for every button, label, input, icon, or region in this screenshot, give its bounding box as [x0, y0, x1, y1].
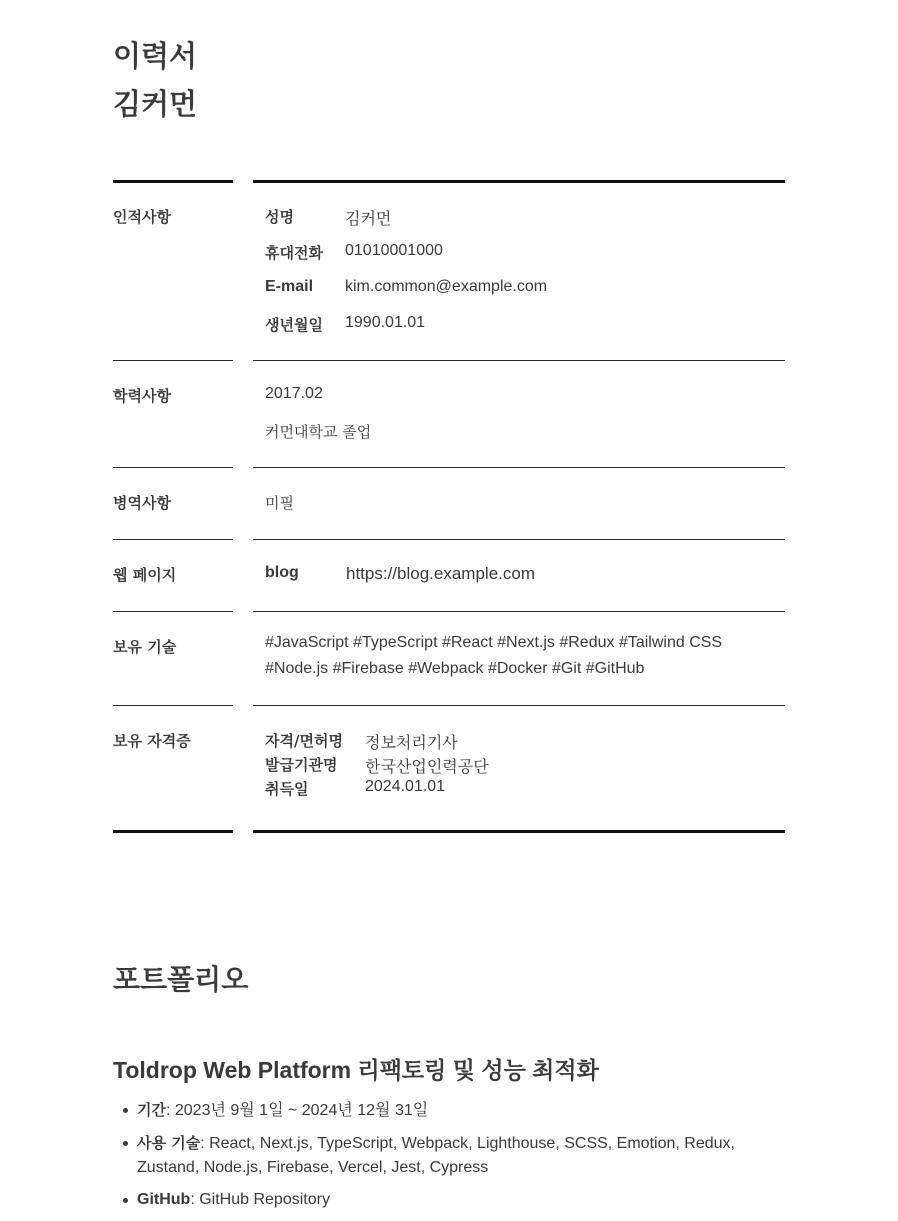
certificates-label: 보유 자격증 [113, 732, 191, 750]
bullet-icon [123, 1141, 128, 1146]
field-label: 발급기관명 [265, 756, 338, 774]
project-details-list [113, 1098, 773, 1220]
item-text: : 2023년 9월 1일 ~ 2024년 12월 31일 [165, 1102, 429, 1119]
item-label[interactable]: GitHub [137, 1191, 191, 1208]
divider [113, 180, 233, 183]
field-label: 취득일 [265, 780, 309, 798]
blog-label: blog [265, 564, 299, 581]
skills-line-2: #Node.js #Firebase #Webpack #Docker #Git #GitHub [265, 660, 645, 677]
project-title: Toldrop Web Platform 리팩토링 및 성능 최적화 [113, 1057, 599, 1083]
table-bottom-border [113, 830, 233, 833]
field-value: 정보처리기사 [365, 733, 458, 752]
field-label: 휴대전화 [265, 244, 323, 262]
field-value: 01010001000 [345, 242, 443, 259]
personal-info-row [113, 180, 785, 360]
field-value: 한국산업인력공단 [365, 757, 489, 776]
field-value: 2024.01.01 [365, 778, 446, 795]
military-label: 병역사항 [113, 494, 171, 512]
skills-line-1: #JavaScript #TypeScript #React #Next.js #Redux #Tailwind CSS [265, 634, 723, 651]
webpage-label: 웹 페이지 [113, 566, 177, 584]
list-item [113, 1098, 773, 1123]
bullet-icon [123, 1198, 128, 1203]
divider [113, 467, 233, 468]
divider [113, 705, 233, 706]
field-label: 성명 [265, 208, 294, 226]
document-title: 이력서 [113, 39, 198, 73]
certificates-row [113, 705, 785, 830]
education-date: 2017.02 [265, 385, 323, 402]
list-item [113, 1188, 773, 1212]
divider [113, 539, 233, 540]
skills-label: 보유 기술 [113, 638, 177, 656]
field-value: 1990.01.01 [345, 314, 426, 331]
military-row [113, 467, 785, 539]
item-label: 기간 [137, 1101, 166, 1119]
table-bottom-border [253, 830, 785, 833]
person-name-heading: 김커먼 [113, 87, 198, 121]
divider [253, 705, 785, 706]
field-label: E-mail [265, 278, 314, 295]
personal-info-label: 인적사항 [113, 208, 171, 226]
field-value: kim.common@example.com [345, 278, 548, 295]
field-label: 자격/면허명 [265, 732, 343, 750]
education-row [113, 360, 785, 467]
webpage-row [113, 539, 785, 611]
item-text[interactable]: : GitHub Repository [190, 1191, 330, 1208]
field-label: 생년월일 [265, 316, 323, 334]
field-value: 김커먼 [345, 209, 392, 228]
skills-row [113, 611, 785, 705]
divider [253, 539, 785, 540]
divider [253, 467, 785, 468]
bullet-icon [123, 1108, 128, 1113]
portfolio-section-title: 포트폴리오 [113, 963, 249, 996]
divider [253, 611, 785, 612]
divider [113, 611, 233, 612]
education-label: 학력사항 [113, 387, 171, 405]
divider [113, 360, 233, 361]
list-item [113, 1131, 773, 1180]
blog-link[interactable]: https://blog.example.com [346, 564, 535, 583]
military-value: 미필 [265, 494, 294, 512]
divider [253, 360, 785, 361]
item-label: 사용 기술 [137, 1134, 201, 1152]
education-detail: 커먼대학교 졸업 [265, 423, 372, 441]
item-text: : React, Next.js, TypeScript, Webpack, Lighthouse, SCSS, Emotion, Redux, Zustand, Node.js, Firebase, Vercel, Jest, Cypress [137, 1135, 735, 1176]
divider [253, 180, 785, 183]
